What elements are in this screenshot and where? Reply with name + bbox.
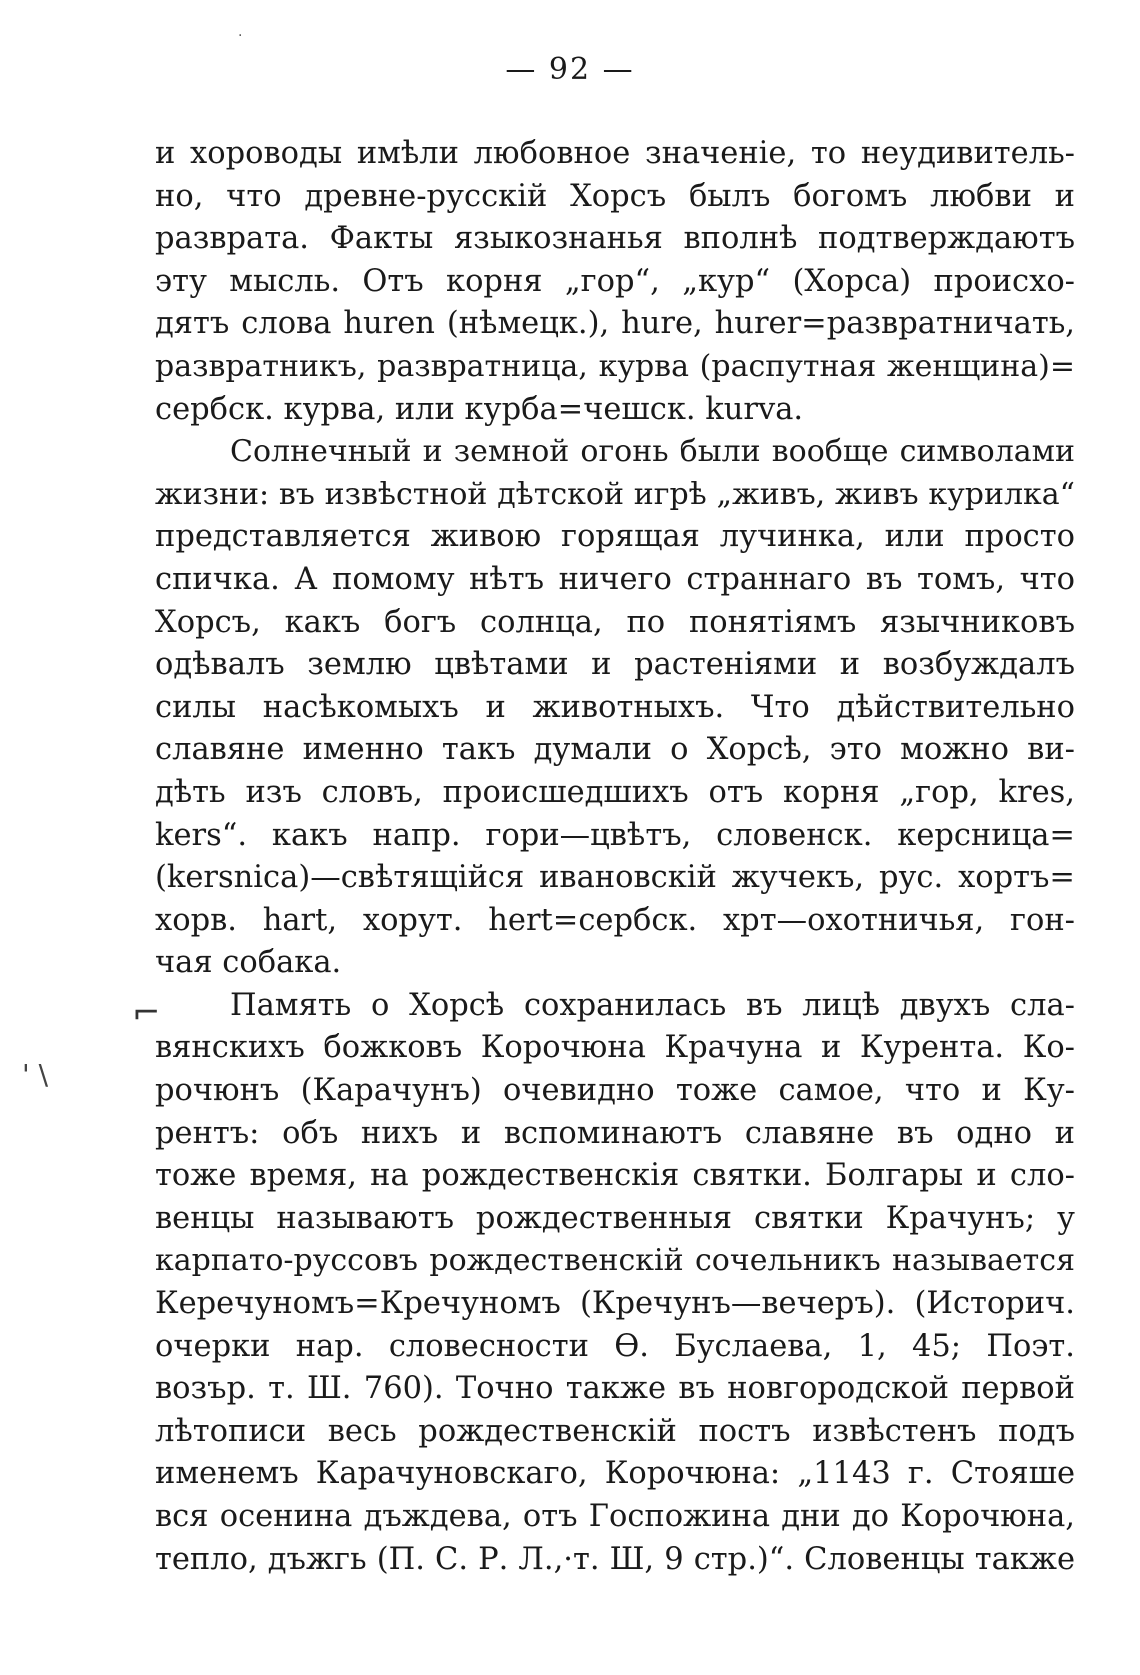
- text-line: вянскихъ божковъ Корочюна Крачуна и Курента. Ко-: [155, 1030, 1075, 1066]
- text-line: сербск. курва, или курба=чешск. kurva.: [155, 391, 804, 427]
- paragraph-3: [155, 985, 1075, 1581]
- text-line: хорв. hart, хорут. hert=сербск. хрт—охотничья, гон-: [155, 902, 1075, 938]
- text-line: kers“. какъ напр. гори—цвѣтъ, словенск. керсница=: [155, 817, 1075, 853]
- text-line: но, что древне-русскiй Хорсъ былъ богомъ любви и: [155, 178, 1075, 214]
- text-line: карпато-руссовъ рождественскiй сочельникъ называется: [155, 1243, 1075, 1279]
- text-line: Хорсъ, какъ богъ солнца, по понятiямъ язычниковъ: [155, 604, 1075, 640]
- text-line: рентъ: объ нихъ и вспоминаютъ славяне въ одно и: [155, 1115, 1075, 1151]
- text-line: славяне именно такъ думали о Хорсѣ, это можно ви-: [155, 732, 1075, 768]
- text-line: возър. т. Ш. 760). Точно также въ новгородской первой: [155, 1371, 1075, 1407]
- text-line: (kersnica)—свѣтящiйся ивановскiй жучекъ, рус. хортъ=: [155, 860, 1075, 896]
- text-line: Керечуномъ=Кречуномъ (Кречунъ—вечеръ). (Историч.: [155, 1286, 1075, 1322]
- text-line: Память о Хорсѣ сохранилась въ лицѣ двухъ сла-: [230, 987, 1075, 1023]
- text-line: одѣвалъ землю цвѣтами и растенiями и возбуждалъ: [155, 647, 1075, 683]
- text-line: венцы называютъ рождественныя святки Крачунъ; у: [155, 1200, 1075, 1236]
- margin-scribble-mark: ' \: [22, 1058, 49, 1091]
- text-line: и хороводы имѣли любовное значенiе, то неудивитель-: [155, 136, 1075, 171]
- text-line: Солнечный и земной огонь были вообще символами: [230, 434, 1075, 470]
- body-text: [155, 133, 1075, 1581]
- paragraph-1: [155, 133, 1075, 431]
- text-line: очерки нар. словесности Ѳ. Буслаева, 1, 45; Поэт.: [155, 1328, 1075, 1364]
- text-line: именемъ Карачуновскаго, Корочюна: „1143 г. Стояше: [155, 1456, 1075, 1492]
- margin-dot-mark: ·: [238, 28, 243, 44]
- page-number: — 92 —: [505, 52, 635, 87]
- text-line: рочюнъ (Карачунъ) очевидно тоже самое, что и Ку-: [155, 1073, 1075, 1109]
- text-line: лѣтописи весь рождественскiй постъ извѣстенъ подъ: [155, 1413, 1075, 1449]
- text-line: спичка. А помому нѣтъ ничего страннаго въ томъ, что: [155, 561, 1075, 597]
- text-line: тоже время, на рождественскiя святки. Болгары и сло-: [155, 1158, 1075, 1194]
- text-line: силы насѣкомыхъ и животныхъ. Что дѣйствительно: [155, 689, 1075, 725]
- text-line: чая собака.: [155, 945, 342, 981]
- paragraph-2: [155, 431, 1075, 985]
- text-line: тепло, дъжгь (П. С. Р. Л.,·т. Ш, 9 стр.)“. Словенцы также: [155, 1541, 1075, 1577]
- text-line: дятъ слова huren (нѣмецк.), hure, hurer=развратничать,: [155, 306, 1075, 342]
- text-line: эту мысль. Отъ корня „гор“, „кур“ (Хорса) происхо-: [155, 263, 1075, 299]
- margin-bracket-mark: ⌐: [132, 993, 161, 1033]
- text-line: развратникъ, развратница, курва (распутная женщина)=: [155, 348, 1075, 384]
- text-line: вся осенина дъждева, отъ Госпожина дни до Корочюна,: [155, 1499, 1075, 1534]
- text-line: представляется живою горящая лучинка, или просто: [155, 519, 1075, 555]
- text-line: жизни: въ извѣстной дѣтской игрѣ „живъ, живъ курилка“: [155, 476, 1075, 512]
- text-line: дѣть изъ словъ, происшедшихъ отъ корня „гор, kres,: [155, 774, 1075, 810]
- text-line: разврата. Факты языкознанья вполнѣ подтверждаютъ: [155, 221, 1075, 257]
